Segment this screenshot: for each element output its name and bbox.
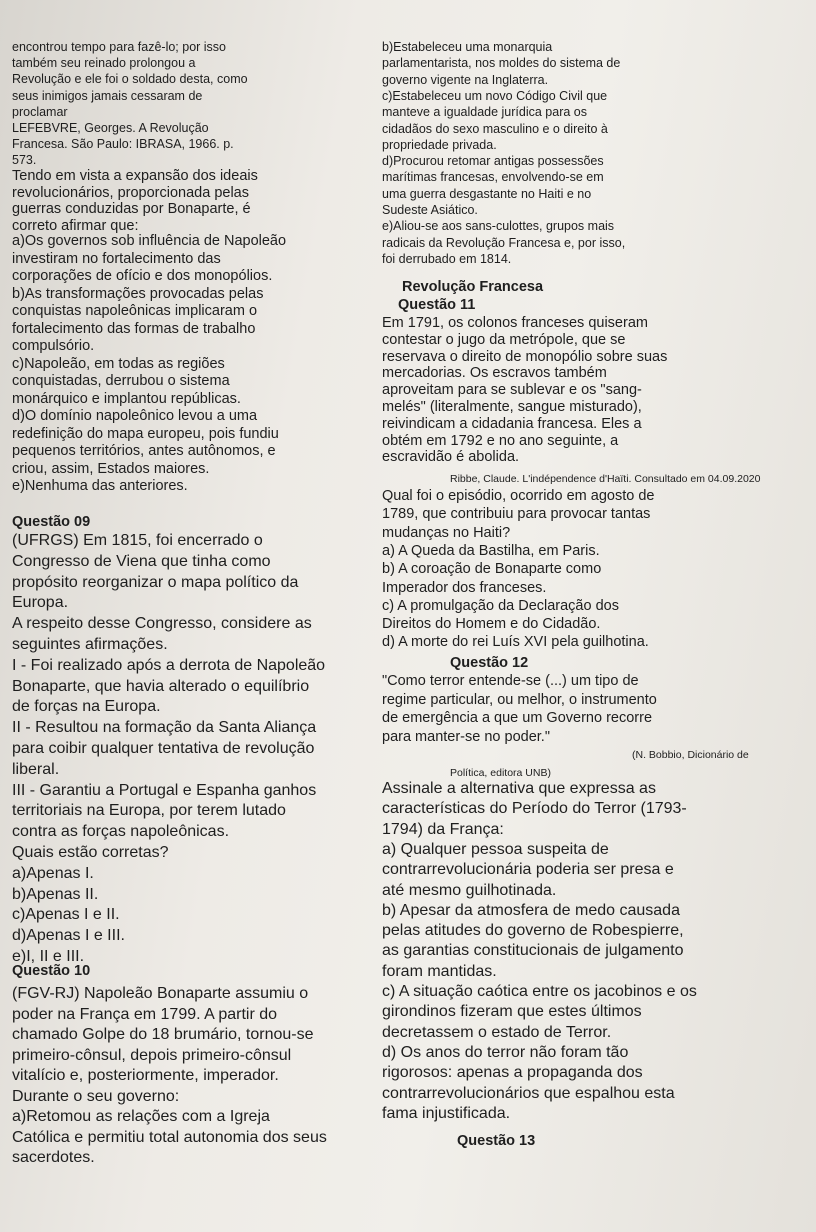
option-line: e)Aliou-se aos sans-culottes, grupos mais xyxy=(382,219,615,234)
question-text-line: I - Foi realizado após a derrota de Napoleão xyxy=(12,656,326,674)
question-text-line: Católica e permitiu total autonomia dos seus xyxy=(12,1128,327,1146)
question-text-line: melés" (literalmente, sangue misturado), xyxy=(382,399,642,415)
question-text-line: (UFRGS) Em 1815, foi encerrado o xyxy=(12,532,263,549)
question-stem-line: correto afirmar que: xyxy=(12,217,139,234)
section-title: Revolução Francesa xyxy=(402,279,544,295)
option-line: c)Napoleão, em todas as regiões xyxy=(12,355,225,372)
option-line: compulsório. xyxy=(12,338,95,354)
question-text-line: as garantias constitucionais de julgamento xyxy=(382,942,684,960)
question-text-line: contra as forças napoleônicas. xyxy=(12,823,230,841)
question-text-line: d)Apenas I e III. xyxy=(12,927,125,945)
intro-text-line: LEFEBVRE, Georges. A Revolução xyxy=(12,121,209,135)
question-title: Questão 09 xyxy=(12,514,91,530)
question-text-line: contrarrevolucionária poderia ser presa e xyxy=(382,861,674,879)
question-text-line: (FGV-RJ) Napoleão Bonaparte assumiu o xyxy=(12,985,309,1002)
question-text-line: escravidão é abolida. xyxy=(382,449,520,466)
question-text-line: Em 1791, os colonos franceses quiseram xyxy=(382,315,648,331)
question-text-line: mudanças no Haiti? xyxy=(382,524,511,541)
intro-text-line: proclamar xyxy=(12,104,68,119)
question-text-line: territoriais na Europa, por terem lutado xyxy=(12,802,286,820)
question-stem-line: guerras conduzidas por Bonaparte, é xyxy=(12,201,251,217)
question-text-line: II - Resultou na formação da Santa Aliança xyxy=(12,719,317,737)
question-text-line: vitalício e, posteriormente, imperador. xyxy=(12,1067,279,1084)
question-title: Questão 11 xyxy=(398,297,476,313)
question-text-line: Direitos do Homem e do Cidadão. xyxy=(382,616,601,633)
option-line: b)Estabeleceu uma monarquia xyxy=(382,40,553,54)
question-text-line: características do Período do Terror (1793- xyxy=(382,800,687,818)
question-text-line: a)Retomou as relações com a Igreja xyxy=(12,1108,270,1125)
question-title: Questão 13 xyxy=(457,1133,536,1149)
quote-line: regime particular, ou melhor, o instrumento xyxy=(382,691,657,708)
question-text-line: Congresso de Viena que tinha como xyxy=(12,552,271,570)
option-line: e)Nenhuma das anteriores. xyxy=(12,478,188,494)
question-text-line: a) Qualquer pessoa suspeita de xyxy=(382,840,609,858)
option-line: fortalecimento das formas de trabalho xyxy=(12,320,256,337)
question-stem-line: revolucionários, proporcionada pelas xyxy=(12,184,249,201)
option-line: d)Procurou retomar antigas possessões xyxy=(382,154,604,169)
question-stem-line: Tendo em vista a expansão dos ideais xyxy=(12,168,258,184)
option-line: manteve a igualdade jurídica para os xyxy=(382,105,587,120)
option-line: marítimas francesas, envolvendo-se em xyxy=(382,170,604,185)
question-text-line: Quais estão corretas? xyxy=(12,844,169,861)
question-title: Questão 10 xyxy=(12,963,91,979)
question-text-line: contrarrevolucionários que espalhou esta xyxy=(382,1084,675,1102)
question-text-line: c) A promulgação da Declaração dos xyxy=(382,597,619,614)
question-text-line: de forças na Europa. xyxy=(12,698,161,716)
question-text-line: e)I, II e III. xyxy=(12,948,85,965)
question-text-line: poder na França em 1799. A partir do xyxy=(12,1005,278,1023)
question-text-line: mercadorias. Os escravos também xyxy=(382,365,607,382)
question-text-line: a) A Queda da Bastilha, em Paris. xyxy=(382,542,600,559)
quote-line: para manter-se no poder." xyxy=(382,728,550,745)
question-text-line: pelas atitudes do governo de Robespierre, xyxy=(382,922,684,940)
question-text-line: Durante o seu governo: xyxy=(12,1087,180,1105)
question-text-line: Bonaparte, que havia alterado o equilíbrio xyxy=(12,677,310,695)
option-line: uma guerra desgastante no Haiti e no xyxy=(382,186,592,201)
question-text-line: decretassem o estado de Terror. xyxy=(382,1023,612,1041)
option-line: governo vigente na Inglaterra. xyxy=(382,72,549,87)
question-text-line: seguintes afirmações. xyxy=(12,636,168,653)
source-citation: (N. Bobbio, Dicionário de xyxy=(632,749,749,761)
option-line: cidadãos do sexo masculino e o direito à xyxy=(382,121,608,136)
option-line: pequenos territórios, antes autônomos, e xyxy=(12,443,276,459)
option-line: corporações de ofício e dos monopólios. xyxy=(12,268,273,284)
question-title: Questão 12 xyxy=(450,655,529,671)
option-line: propriedade privada. xyxy=(382,137,497,152)
option-line: a)Os governos sob influência de Napoleão xyxy=(12,233,287,249)
question-text-line: sacerdotes. xyxy=(12,1149,95,1166)
option-line: redefinição do mapa europeu, pois fundiu xyxy=(12,425,279,442)
question-text-line: Imperador dos franceses. xyxy=(382,579,547,596)
question-text-line: contestar o jugo da metrópole, que se xyxy=(382,331,626,348)
source-citation: Política, editora UNB) xyxy=(450,767,551,779)
option-line: foi derrubado em 1814. xyxy=(382,251,512,266)
question-text-line: a)Apenas I. xyxy=(12,864,94,882)
question-text-line: c)Apenas I e II. xyxy=(12,906,120,924)
option-line: c)Estabeleceu um novo Código Civil que xyxy=(382,88,608,103)
question-text-line: c) A situação caótica entre os jacobinos e os xyxy=(382,983,697,1000)
question-text-line: chamado Golpe do 18 brumário, tornou-se xyxy=(12,1026,314,1043)
question-text-line: aproveitam para se sublevar e os "sang- xyxy=(382,382,642,399)
quote-line: de emergência a que um Governo recorre xyxy=(382,710,653,726)
source-citation: Ribbe, Claude. L'indépendence d'Haïti. Consultado em 04.09.2020 xyxy=(450,473,761,485)
intro-text-line: também seu reinado prolongou a xyxy=(12,56,196,71)
question-text-line: liberal. xyxy=(12,760,60,778)
option-line: Sudeste Asiático. xyxy=(382,203,478,217)
question-text-line: III - Garantiu a Portugal e Espanha ganhos xyxy=(12,781,317,799)
question-text-line: fama injustificada. xyxy=(382,1104,511,1122)
question-text-line: b) Apesar da atmosfera de medo causada xyxy=(382,901,680,919)
option-line: conquistadas, derrubou o sistema xyxy=(12,373,230,389)
intro-text-line: seus inimigos jamais cessaram de xyxy=(12,88,203,103)
intro-text-line: Francesa. São Paulo: IBRASA, 1966. p. xyxy=(12,137,234,152)
option-line: investiram no fortalecimento das xyxy=(12,250,221,267)
quote-line: "Como terror entende-se (...) um tipo de xyxy=(382,673,639,689)
question-text-line: Qual foi o episódio, ocorrido em agosto de xyxy=(382,488,655,504)
question-text-line: foram mantidas. xyxy=(382,962,497,980)
option-line: d)O domínio napoleônico levou a uma xyxy=(12,408,258,424)
intro-text-line: 573. xyxy=(12,153,37,168)
option-line: radicais da Revolução Francesa e, por isso, xyxy=(382,235,626,250)
intro-text-line: encontrou tempo para fazê-lo; por isso xyxy=(12,40,227,54)
option-line: b)As transformações provocadas pelas xyxy=(12,285,264,302)
question-text-line: reivindicam a cidadania francesa. Eles a xyxy=(382,415,642,432)
option-line: criou, assim, Estados maiores. xyxy=(12,460,210,477)
question-text-line: Assinale a alternativa que expressa as xyxy=(382,780,656,797)
question-text-line: b) A coroação de Bonaparte como xyxy=(382,561,602,578)
option-line: monárquico e implantou repúblicas. xyxy=(12,390,241,407)
question-text-line: propósito reorganizar o mapa político da xyxy=(12,573,299,591)
question-text-line: reservava o direito de monopólio sobre suas xyxy=(382,348,668,365)
intro-text-line: Revolução e ele foi o soldado desta, como xyxy=(12,72,248,87)
question-text-line: girondinos fizeram que estes últimos xyxy=(382,1003,642,1021)
question-text-line: b)Apenas II. xyxy=(12,885,99,903)
question-text-line: A respeito desse Congresso, considere as xyxy=(12,615,312,633)
option-line: conquistas napoleônicas implicaram o xyxy=(12,303,258,319)
question-text-line: 1794) da França: xyxy=(382,820,504,838)
question-text-line: primeiro-cônsul, depois primeiro-cônsul xyxy=(12,1046,292,1064)
option-line: parlamentarista, nos moldes do sistema de xyxy=(382,56,621,71)
question-text-line: Europa. xyxy=(12,594,69,612)
question-text-line: d) A morte do rei Luís XVI pela guilhotina. xyxy=(382,634,649,651)
question-text-line: 1789, que contribuiu para provocar tantas xyxy=(382,506,651,523)
question-text-line: até mesmo guilhotinada. xyxy=(382,881,557,899)
question-text-line: d) Os anos do terror não foram tão xyxy=(382,1043,629,1061)
question-text-line: obtém em 1792 e no ano seguinte, a xyxy=(382,432,619,449)
question-text-line: para coibir qualquer tentativa de revolução xyxy=(12,740,315,757)
question-text-line: rigorosos: apenas a propaganda dos xyxy=(382,1064,643,1082)
